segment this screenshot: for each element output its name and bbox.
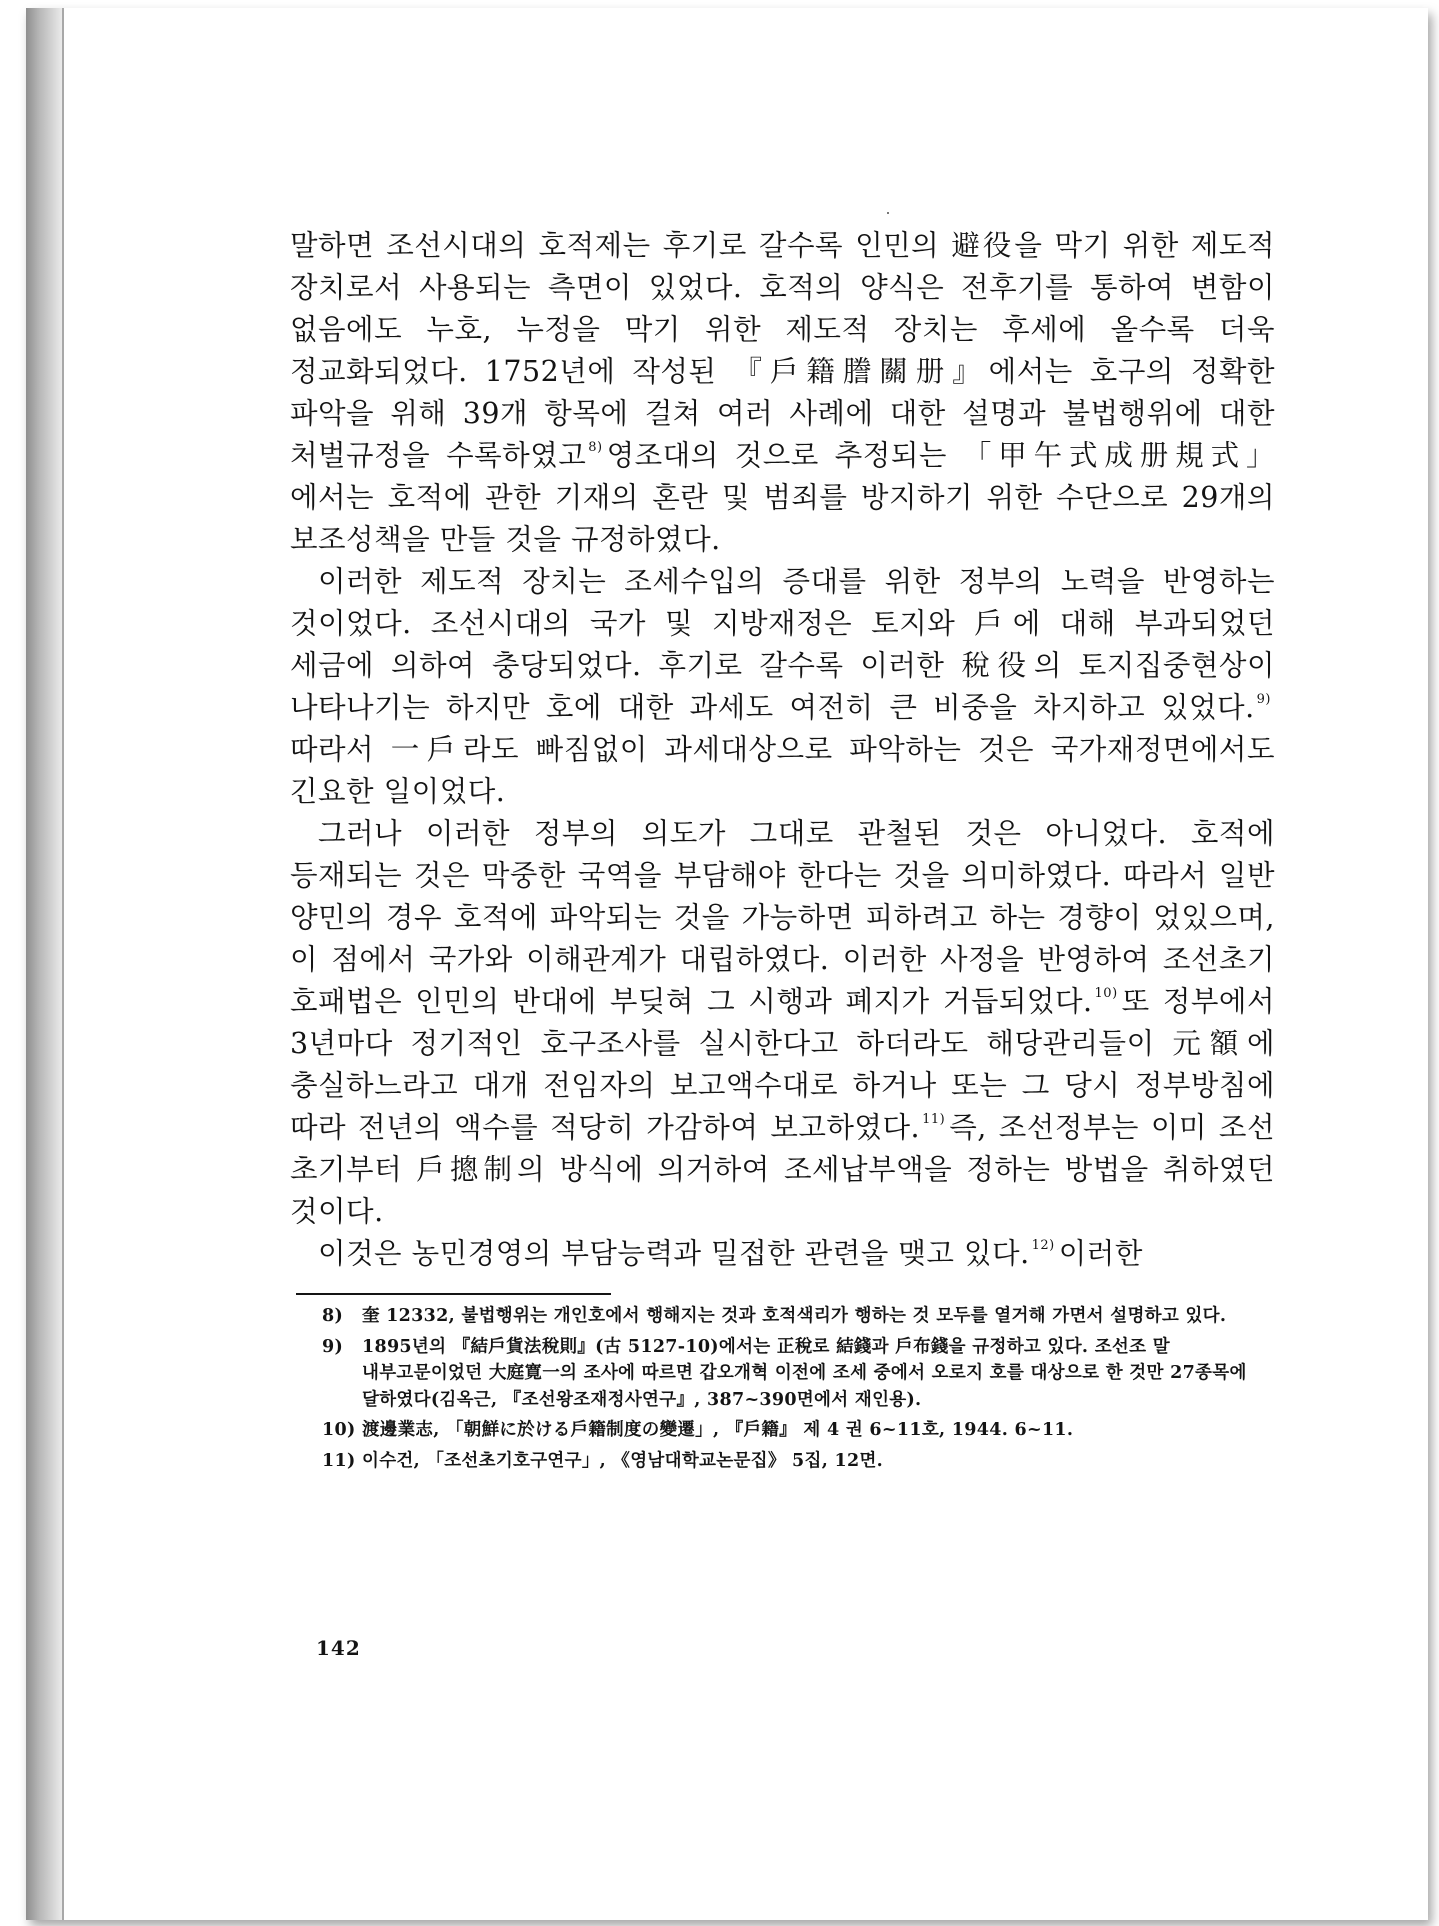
- paragraph-2: [290, 561, 1275, 813]
- footnote-ref-9[interactable]: 9): [1256, 692, 1271, 707]
- footnote-ref-11[interactable]: 11): [922, 1112, 946, 1127]
- scanned-page-content: [290, 225, 1275, 1725]
- footnote-number: 11): [322, 1450, 356, 1471]
- footnote-ref-10[interactable]: 10): [1094, 986, 1118, 1001]
- footnote-text: 奎 12332, 불법행위는 개인호에서 행해지는 것과 호적색리가 행하는 것 모두를 열거해 가면서 설명하고 있다.: [362, 1306, 1227, 1326]
- footnote-11: [322, 1448, 1275, 1475]
- footnote-text: 1895년의 『結戶貨法稅則』(古 5127-10)에서는 正稅로 結錢과 戶布錢을 규정하고 있다. 조선조 말 내부고문이었던 大庭寛一의 조사에 따르면 갑오개혁 이전에 조세 중에서 오로지 호를 대상으로 한 것만 27종목에 달하였다(김옥근, 『조선왕조재정사연구』, 387~390면에서 재인용).: [362, 1336, 1247, 1410]
- paragraph-1: [290, 225, 1275, 561]
- footnote-separator: [296, 1293, 611, 1295]
- paragraph-3-text-c: 즉, 조선정부는 이미 조선 초기부터 戶摠制의 방식에 의거하여 조세납부액을 정하는 방법을 취하였던 것이다.: [290, 1111, 1275, 1228]
- footnote-number: 9): [322, 1336, 344, 1357]
- footnote-text: 渡邊業志, 「朝鮮に於ける戶籍制度の變遷」, 『戶籍』 제 4 권 6~11호, 1944. 6~11.: [362, 1420, 1074, 1440]
- footnote-number: 8): [322, 1306, 344, 1326]
- footnote-text: 이수건, 「조선초기호구연구」, 《영남대학교논문집》 5집, 12면.: [362, 1450, 884, 1471]
- page-number: 142: [316, 1636, 361, 1660]
- footnote-ref-8[interactable]: 8): [588, 440, 603, 455]
- footnote-ref-12[interactable]: 12): [1031, 1238, 1055, 1253]
- paragraph-3-text-a: 그러나 이러한 정부의 의도가 그대로 관철된 것은 아니었다. 호적에 등재되는 것은 막중한 국역을 부담해야 한다는 것을 의미하였다. 따라서 일반 양민의 경우 호적에 파악되는 것을 가능하면 피하려고 하는 경향이 었있으며, 이 점에서 국가와 이해관계가 대립하였다. 이러한 사정을 반영하여 조선초기 호패법은 인민의 반대에 부딪혀 그 시행과 폐지가 거듭되었다.: [290, 817, 1275, 1018]
- footnote-number: 10): [322, 1420, 356, 1440]
- body-text: [290, 225, 1275, 1275]
- footnote-10: [322, 1417, 1275, 1444]
- footnote-8: [322, 1303, 1275, 1330]
- paragraph-2-text-a: 이러한 제도적 장치는 조세수입의 증대를 위한 정부의 노력을 반영하는 것이었다. 조선시대의 국가 및 지방재정은 토지와 戶에 대해 부과되었던 세금에 의하여 충당되었다. 후기로 갈수록 이러한 稅役의 토지집중현상이 나타나기는 하지만 호에 대한 과세도 여전히 큰 비중을 차지하고 있었다.: [290, 565, 1275, 724]
- paragraph-1-text-b: 영조대의 것으로 추정되는 「甲午式成册規式」에서는 호적에 관한 기재의 혼란 및 범죄를 방지하기 위한 수단으로 29개의 보조성책을 만들 것을 규정하였다.: [290, 439, 1275, 556]
- paragraph-2-text-b: 따라서 一戶라도 빠짐없이 과세대상으로 파악하는 것은 국가재정면에서도 긴요한 일이었다.: [290, 733, 1275, 808]
- paragraph-4-text-a: 이것은 농민경영의 부담능력과 밀접한 관련을 맺고 있다.: [318, 1237, 1030, 1270]
- paragraph-1-text-a: 말하면 조선시대의 호적제는 후기로 갈수록 인민의 避役을 막기 위한 제도적 장치로서 사용되는 측면이 있었다. 호적의 양식은 전후기를 통하여 변함이 없음에도 누호, 누정을 막기 위한 제도적 장치는 후세에 올수록 더욱 정교화되었다. 1752년에 작성된 『戶籍謄關册』에서는 호구의 정확한 파악을 위해 39개 항목에 걸쳐 여러 사례에 대한 설명과 불법행위에 대한 처벌규정을 수록하였고: [290, 229, 1275, 472]
- paragraph-4: [290, 1233, 1275, 1275]
- footnotes: [290, 1303, 1275, 1474]
- paragraph-3-text-b: 또 정부에서 3년마다 정기적인 호구조사를 실시한다고 하더라도 해당관리들이 元額에 충실하느라고 대개 전임자의 보고액수대로 하거나 또는 그 당시 정부방침에 따라 전년의 액수를 적당히 가감하여 보고하였다.: [290, 985, 1275, 1144]
- paragraph-3: [290, 813, 1275, 1233]
- scan-speck: [887, 212, 889, 214]
- paragraph-4-text-b: 이러한: [1058, 1237, 1143, 1270]
- footnote-9: [322, 1334, 1275, 1414]
- page-spine-edge: [26, 8, 64, 1920]
